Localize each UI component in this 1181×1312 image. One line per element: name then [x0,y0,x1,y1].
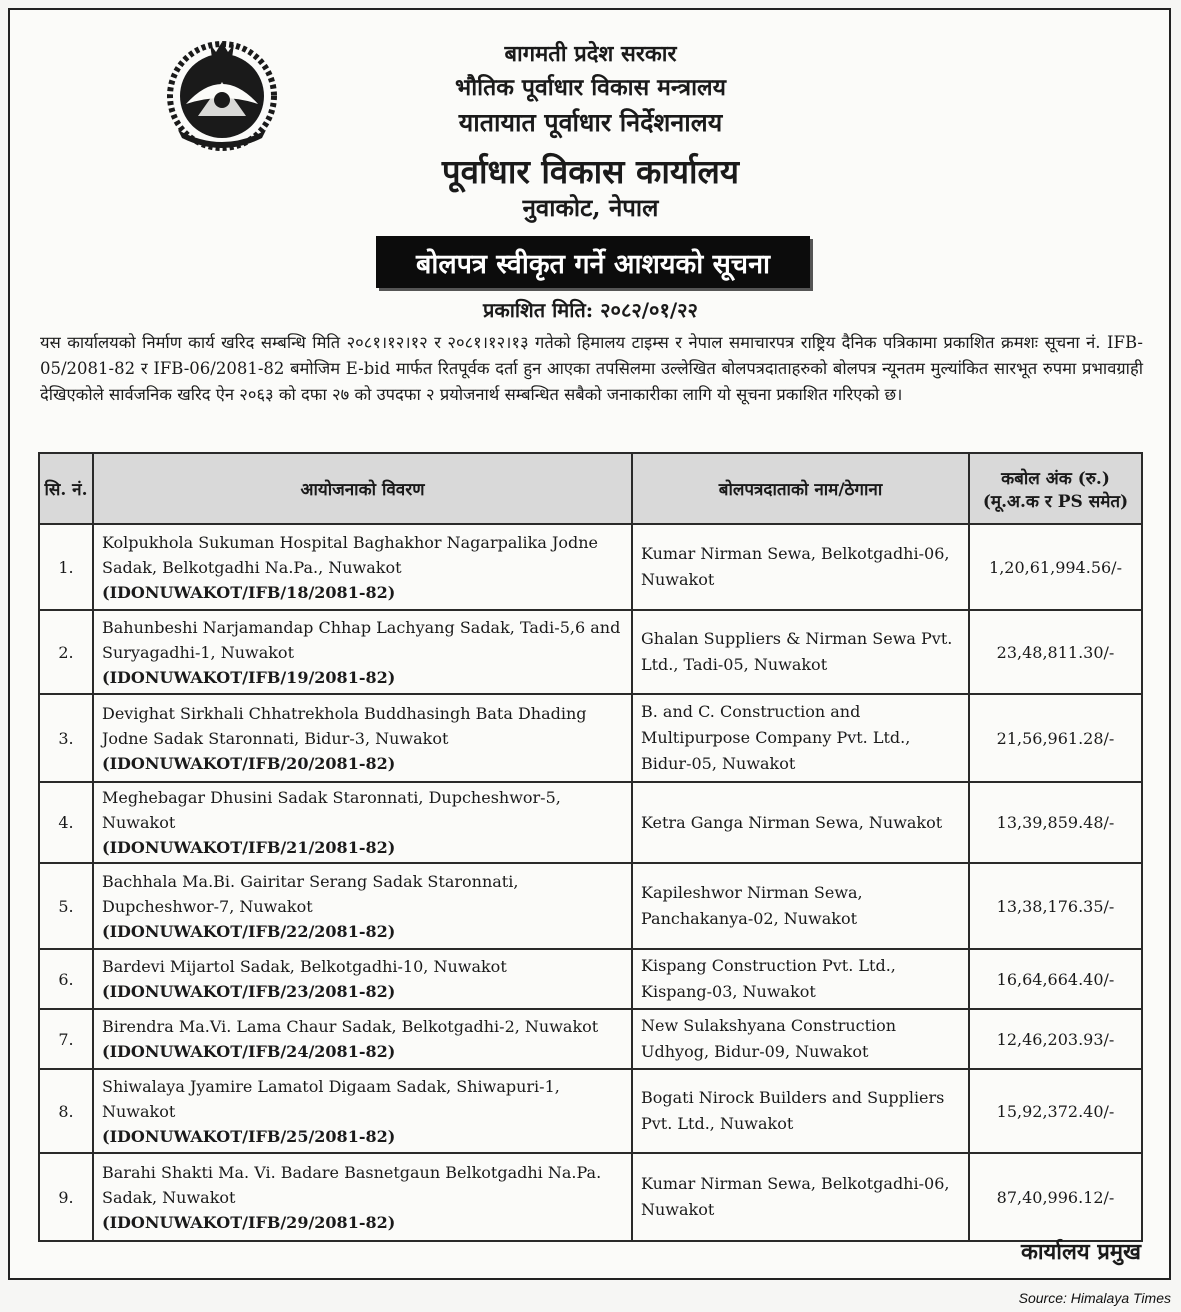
source-credit: Source: Himalaya Times [1018,1290,1171,1306]
office-chief-signatory: कार्यालय प्रमुख [1020,1239,1141,1265]
table-row [39,1069,1142,1153]
project-code: (IDONUWAKOT/IFB/24/2081-82) [102,1042,396,1061]
row-sn: 4. [39,782,93,863]
row-bidder: Kapileshwor Nirman Sewa, Panchakanya-02, Nuwakot [632,863,969,949]
row-description [93,524,632,610]
row-description [93,1153,632,1241]
project-description: Bahunbeshi Narjamandap Chhap Lachyang Sadak, Tadi-5,6 and Suryagadhi-1, Nuwakot [102,617,621,662]
tender-table [38,452,1143,1242]
directorate-name: यातायात पूर्वाधार निर्देशनालय [458,108,723,137]
table-row [39,949,1142,1009]
col-header-amount [969,453,1142,524]
table-row [39,524,1142,610]
row-sn: 9. [39,1153,93,1241]
project-description: Shiwalaya Jyamire Lamatol Digaam Sadak, Shiwapuri-1, Nuwakot [102,1076,560,1121]
row-description [93,863,632,949]
amount-header-line2: (मू.अ.क र PS समेत) [982,491,1129,512]
row-amount: 13,39,859.48/- [969,782,1142,863]
notice-title: बोलपत्र स्वीकृत गर्ने आशयको सूचना [376,236,810,288]
project-description: Meghebagar Dhusini Sadak Staronnati, Dupcheshwor-5, Nuwakot [102,788,561,832]
published-date: प्रकाशित मिति: २०८२/०१/२२ [483,298,698,322]
col-header-bidder: बोलपत्रदाताको नाम/ठेगाना [632,453,969,524]
row-amount: 16,64,664.40/- [969,949,1142,1009]
row-bidder: Bogati Nirock Builders and Suppliers Pvt. Ltd., Nuwakot [632,1069,969,1153]
row-amount: 15,92,372.40/- [969,1069,1142,1153]
table-header-row [39,453,1142,524]
row-description [93,1069,632,1153]
row-bidder: B. and C. Construction and Multipurpose Company Pvt. Ltd., Bidur-05, Nuwakot [632,694,969,782]
province-government: बागमती प्रदेश सरकार [504,41,677,67]
project-description: Birendra Ma.Vi. Lama Chaur Sadak, Belkotgadhi-2, Nuwakot [102,1017,599,1036]
table-row [39,782,1142,863]
office-location: नुवाकोट, नेपाल [522,193,659,222]
project-code: (IDONUWAKOT/IFB/18/2081-82) [102,582,396,602]
row-description [93,694,632,782]
col-header-description: आयोजनाको विवरण [93,453,632,524]
project-code: (IDONUWAKOT/IFB/29/2081-82) [102,1212,396,1232]
table-row [39,694,1142,782]
row-bidder: Kumar Nirman Sewa, Belkotgadhi-06, Nuwakot [632,1153,969,1241]
project-description: Devighat Sirkhali Chhatrekhola Buddhasingh Bata Dhading Jodne Sadak Staronnati, Bidur-3, Nuwakot [102,703,587,748]
row-amount: 12,46,203.93/- [969,1009,1142,1069]
project-code: (IDONUWAKOT/IFB/19/2081-82) [102,667,396,687]
row-amount: 87,40,996.12/- [969,1153,1142,1241]
project-code: (IDONUWAKOT/IFB/20/2081-82) [102,753,396,773]
project-code: (IDONUWAKOT/IFB/23/2081-82) [102,982,396,1001]
project-description: Bachhala Ma.Bi. Gairitar Serang Sadak Staronnati, Dupcheshwor-7, Nuwakot [102,871,519,916]
row-amount: 1,20,61,994.56/- [969,524,1142,610]
project-description: Kolpukhola Sukuman Hospital Baghakhor Nagarpalika Jodne Sadak, Belkotgadhi Na.Pa., Nuwakot [102,532,599,577]
row-amount: 13,38,176.35/- [969,863,1142,949]
row-sn: 3. [39,694,93,782]
row-sn: 2. [39,610,93,694]
table-row [39,1153,1142,1241]
project-code: (IDONUWAKOT/IFB/21/2081-82) [102,838,396,857]
row-sn: 7. [39,1009,93,1069]
row-amount: 21,56,961.28/- [969,694,1142,782]
row-bidder: Ketra Ganga Nirman Sewa, Nuwakot [632,782,969,863]
amount-header-line1: कबोल अंक (रु.) [1001,468,1110,489]
row-sn: 8. [39,1069,93,1153]
row-bidder: Ghalan Suppliers & Nirman Sewa Pvt. Ltd., Tadi-05, Nuwakot [632,610,969,694]
table-row [39,610,1142,694]
row-description [93,782,632,863]
row-description [93,1009,632,1069]
project-description: Barahi Shakti Ma. Vi. Badare Basnetgaun Belkotgadhi Na.Pa. Sadak, Nuwakot [102,1162,602,1207]
ministry-name: भौतिक पूर्वाधार विकास मन्त्रालय [455,74,726,101]
row-description [93,610,632,694]
row-sn: 5. [39,863,93,949]
row-sn: 1. [39,524,93,610]
project-code: (IDONUWAKOT/IFB/25/2081-82) [102,1126,396,1146]
row-bidder: Kumar Nirman Sewa, Belkotgadhi-06, Nuwakot [632,524,969,610]
row-amount: 23,48,811.30/- [969,610,1142,694]
row-sn: 6. [39,949,93,1009]
col-header-sn: सि. नं. [39,453,93,524]
row-bidder: Kispang Construction Pvt. Ltd., Kispang-03, Nuwakot [632,949,969,1009]
intro-paragraph: यस कार्यालयको निर्माण कार्य खरिद सम्बन्धि मिति २०८१।१२।१२ र २०८१।१२।१३ गतेको हिमालय टाइम्स र नेपाल समाचारपत्र राष्ट्रिय दैनिक पत्रिकामा प्रकाशित क्रमशः सूचना नं. IFB-05/2081-82 र IFB-06/2081-82 बमोजिम E-bid मार्फत रितपूर्वक दर्ता हुन आएका तपसिलमा उल्लेखित बोलपत्रदाताहरुको बोलपत्र न्यूनतम मुल्यांकित सारभूत रुपमा प्रभावग्राही देखिएकोले सार्वजनिक खरिद ऐन २०६३ को दफा २७ को उपदफा २ प्रयोजनार्थ सम्बन्धित सबैको जनाकारीका लागि यो सूचना प्रकाशित गरिएको छ। [40,333,1143,404]
project-description: Bardevi Mijartol Sadak, Belkotgadhi-10, Nuwakot [102,957,507,976]
table-row [39,863,1142,949]
office-name: पूर्वाधार विकास कार्यालय [441,152,740,191]
row-bidder: New Sulakshyana Construction Udhyog, Bidur-09, Nuwakot [632,1009,969,1069]
row-description [93,949,632,1009]
project-code: (IDONUWAKOT/IFB/22/2081-82) [102,921,396,941]
table-row [39,1009,1142,1069]
